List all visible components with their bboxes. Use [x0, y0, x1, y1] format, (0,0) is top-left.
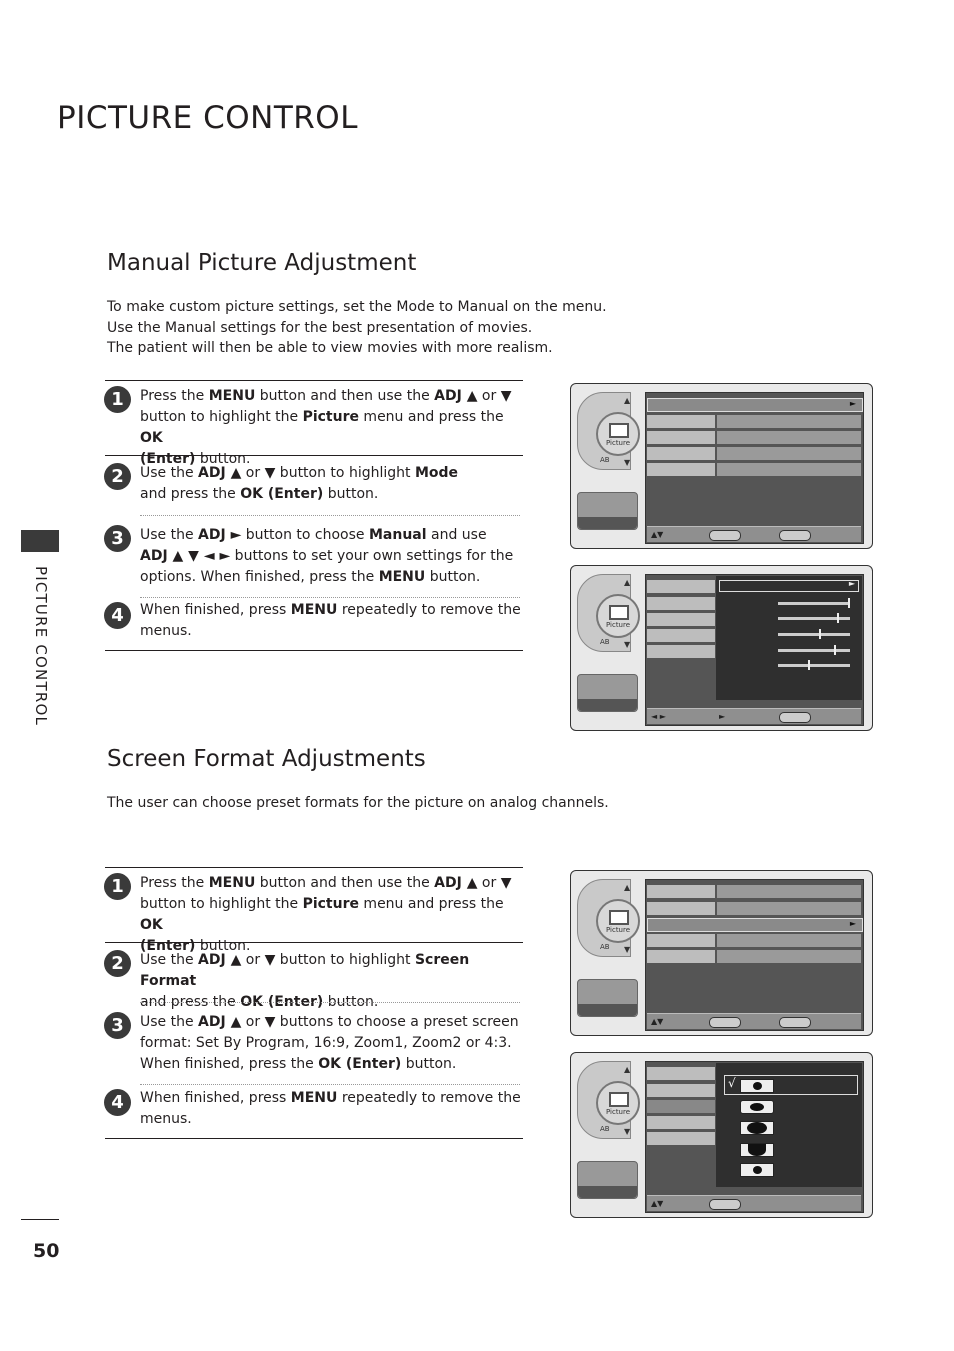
menu-row-label: [647, 885, 715, 898]
step-line: [140, 873, 530, 894]
step-line: [140, 621, 530, 642]
manual-intro-line: Use the Manual settings for the best presentation of movies.: [107, 319, 533, 336]
dotted-divider: [140, 1084, 520, 1085]
step-line: [140, 1033, 530, 1054]
osd-screen: [645, 879, 864, 1031]
format-step-4: [140, 1088, 530, 1130]
manual-step-4: [140, 600, 530, 642]
step-number: 1: [104, 873, 131, 900]
menu-row-label: [647, 1116, 715, 1129]
menu-row-label: [647, 597, 715, 610]
step-keyword: ADJ ►: [198, 527, 242, 543]
menu-row-value: [717, 950, 861, 963]
osd-nav-bar: [647, 1013, 861, 1029]
step-keyword: OK (Enter): [240, 994, 324, 1010]
menu-row-value: [717, 415, 861, 428]
setting-slider: [778, 664, 850, 667]
format-set-by-program-icon: [740, 1079, 774, 1093]
arrow-right-icon: ►: [849, 919, 856, 928]
step-keyword: Picture: [302, 409, 359, 425]
osd-nav-bar: [647, 526, 861, 542]
menu-row-label: [647, 415, 715, 428]
step-keyword: MENU: [208, 388, 256, 404]
arrow-down-icon: ▼: [624, 945, 631, 954]
step-text: button.: [425, 569, 481, 585]
menu-button-box: [577, 979, 638, 1017]
step-keyword: MENU: [290, 602, 338, 618]
osd-screen: [645, 392, 864, 544]
step-text: Press the: [140, 875, 209, 891]
step-text: button.: [195, 451, 251, 467]
step-keyword: OK (Enter): [318, 1056, 402, 1072]
settings-panel: [716, 576, 862, 700]
step-text: and use: [426, 527, 487, 543]
step-text: repeatedly to remove the: [337, 602, 521, 618]
step-line: [140, 567, 530, 588]
step-text: format: Set By Program, 16:9, Zoom1, Zoom2 or 4:3.: [140, 1035, 512, 1051]
step-number: 3: [104, 1012, 131, 1039]
menu-button-box: [577, 492, 638, 530]
step-text: button.: [323, 486, 379, 502]
menu-row-label: [647, 629, 715, 642]
osd-screenshot-picture-menu: [570, 383, 873, 549]
step-text: When finished, press: [140, 602, 291, 618]
step-line: [140, 894, 530, 936]
mode-row: [719, 580, 859, 592]
menu-row-label: [647, 1132, 715, 1145]
menu-row-selected: [647, 398, 863, 412]
format-step-1: [140, 873, 530, 957]
side-tab-marker: [21, 530, 59, 552]
manual-step-3: [140, 525, 530, 588]
step-keyword: Picture: [302, 896, 359, 912]
step-keyword: ▼: [500, 875, 512, 891]
step-text: button and then use the: [255, 875, 435, 891]
menu-row-label: [647, 950, 715, 963]
step-text: When finished, press the: [140, 1056, 319, 1072]
step-text: button to highlight the: [140, 896, 303, 912]
screen-format-intro: The user can choose preset formats for the picture on analog channels.: [107, 795, 609, 811]
step-line: [140, 407, 530, 449]
step-keyword: ▼: [500, 388, 512, 404]
menu-button-box: [577, 1161, 638, 1199]
slider-knob: [808, 660, 810, 670]
step-line: [140, 546, 530, 567]
step-text: button.: [323, 994, 379, 1010]
step-line: [140, 463, 530, 484]
step-keyword: ADJ ▲: [434, 875, 478, 891]
osd-nav-bar: [647, 708, 861, 724]
step-text: button.: [401, 1056, 457, 1072]
step-text: menu and press the: [358, 896, 504, 912]
divider: [105, 942, 523, 943]
arrow-up-icon: ▲: [624, 883, 631, 892]
divider: [105, 455, 523, 456]
setting-slider: [778, 602, 850, 605]
manual-step-1: [140, 386, 530, 470]
step-number: 2: [104, 463, 131, 490]
menu-row-label: [647, 447, 715, 460]
step-text: Use the: [140, 952, 199, 968]
step-text: Use the: [140, 1014, 199, 1030]
step-keyword: OK: [140, 917, 163, 933]
step-keyword: ADJ ▲: [198, 465, 242, 481]
step-keyword: ADJ ▲: [198, 952, 242, 968]
format-step-3: [140, 1012, 530, 1075]
format-step-2: [140, 950, 530, 1013]
step-text: menu and press the: [358, 409, 504, 425]
step-line: [140, 386, 530, 407]
picture-icon: Picture: [596, 412, 640, 456]
step-text: menus.: [140, 623, 192, 639]
step-keyword: Screen Format: [140, 952, 470, 989]
step-keyword: Mode: [414, 465, 459, 481]
format-4-3-icon: [740, 1163, 774, 1177]
ab-label: AB: [600, 1125, 610, 1133]
manual-intro-line: To make custom picture settings, set the Mode to Manual on the menu.: [107, 299, 607, 315]
step-line: [140, 1088, 530, 1109]
step-keyword: MENU: [290, 1090, 338, 1106]
dotted-divider: [140, 1002, 520, 1003]
step-text: or: [477, 875, 501, 891]
menu-row-label: [647, 613, 715, 626]
slider-knob: [819, 629, 821, 639]
step-text: button to highlight: [275, 465, 415, 481]
step-number: 2: [104, 950, 131, 977]
step-line: [140, 1012, 530, 1033]
step-text: Use the: [140, 527, 199, 543]
step-text: button to highlight: [275, 952, 415, 968]
menu-row-value: [717, 902, 861, 915]
osd-screenshot-manual-settings: [570, 565, 873, 731]
osd-screen: [645, 1061, 864, 1213]
page-title: PICTURE CONTROL: [57, 100, 358, 136]
osd-nav-bar: [647, 1195, 861, 1211]
step-keyword: ADJ ▲: [434, 388, 478, 404]
step-text: button.: [195, 938, 251, 954]
format-16-9-icon: [740, 1100, 774, 1114]
osd-pill: [709, 530, 741, 541]
step-text: or: [241, 952, 265, 968]
side-section-label: PICTURE CONTROL: [32, 566, 50, 727]
osd-pill: [779, 1017, 811, 1028]
menu-row-label: [647, 934, 715, 947]
manual-section-title: Manual Picture Adjustment: [107, 250, 417, 276]
picture-icon: Picture: [596, 899, 640, 943]
menu-button-box: [577, 674, 638, 712]
menu-row-label: [647, 1084, 715, 1097]
arrow-right-icon: ►: [848, 579, 855, 588]
osd-pill: [709, 1017, 741, 1028]
step-text: button to choose: [241, 527, 369, 543]
step-number: 4: [104, 602, 131, 629]
divider: [105, 650, 523, 651]
dotted-divider: [140, 515, 520, 516]
step-keyword: OK: [140, 430, 163, 446]
step-line: [140, 1109, 530, 1130]
menu-row-label: [647, 1100, 715, 1113]
arrow-up-icon: ▲: [624, 578, 631, 587]
step-keyword: ▼: [264, 1014, 276, 1030]
step-keyword: ▼: [264, 465, 276, 481]
osd-pill: [779, 530, 811, 541]
step-keyword: OK (Enter): [240, 486, 324, 502]
ab-label: AB: [600, 456, 610, 464]
dotted-divider: [140, 597, 520, 598]
step-text: or: [241, 465, 265, 481]
step-text: When finished, press: [140, 1090, 291, 1106]
menu-row-value: [717, 463, 861, 476]
slider-knob: [848, 598, 850, 608]
slider-knob: [834, 645, 836, 655]
step-number: 1: [104, 386, 131, 413]
menu-row-label: [647, 431, 715, 444]
menu-row-value: [717, 447, 861, 460]
picture-icon: Picture: [596, 594, 640, 638]
step-text: button and then use the: [255, 388, 435, 404]
step-text: and press the: [140, 994, 241, 1010]
step-keyword: (Enter): [140, 938, 196, 954]
arrow-down-icon: ▼: [624, 458, 631, 467]
page-number: 50: [33, 1240, 60, 1262]
setting-slider: [778, 633, 850, 636]
osd-pill: [779, 712, 811, 723]
step-number: 3: [104, 525, 131, 552]
osd-pill: [709, 1199, 741, 1210]
format-zoom2-icon: [740, 1143, 774, 1157]
step-text: buttons to choose a preset screen: [275, 1014, 519, 1030]
manual-intro-line: The patient will then be able to view movies with more realism.: [107, 340, 553, 356]
arrow-up-icon: ▲: [624, 396, 631, 405]
arrow-up-icon: ▲: [624, 1065, 631, 1074]
menu-row-label: [647, 645, 715, 658]
divider: [105, 1138, 523, 1139]
leftright-icon: ◄ ►: [651, 712, 666, 721]
divider: [105, 380, 523, 381]
arrow-right-icon: ►: [849, 399, 856, 408]
format-options-panel: [716, 1063, 862, 1187]
step-line: [140, 525, 530, 546]
arrow-down-icon: ▼: [624, 640, 631, 649]
step-text: button to highlight the: [140, 409, 303, 425]
step-line: [140, 1054, 530, 1075]
menu-row-label: [647, 902, 715, 915]
step-text: buttons to set your own settings for the: [230, 548, 514, 564]
page-number-rule: [21, 1219, 59, 1220]
step-text: menus.: [140, 1111, 192, 1127]
slider-knob: [837, 613, 839, 623]
menu-row-label: [647, 1067, 715, 1080]
step-keyword: Manual: [368, 527, 427, 543]
menu-row-label: [647, 463, 715, 476]
divider: [105, 867, 523, 868]
menu-row-selected: [647, 918, 863, 932]
step-keyword: MENU: [208, 875, 256, 891]
step-keyword: MENU: [378, 569, 426, 585]
step-text: and press the: [140, 486, 241, 502]
step-text: Press the: [140, 388, 209, 404]
arrow-down-icon: ▼: [624, 1127, 631, 1136]
updown-icon: ▲▼: [651, 1199, 664, 1208]
menu-row-label: [647, 580, 715, 593]
step-text: or: [241, 1014, 265, 1030]
step-keyword: ▼: [264, 952, 276, 968]
osd-screen: [645, 574, 864, 726]
setting-slider: [778, 617, 850, 620]
step-text: repeatedly to remove the: [337, 1090, 521, 1106]
setting-slider: [778, 649, 850, 652]
step-line: [140, 600, 530, 621]
step-line: [140, 484, 530, 505]
menu-row-value: [717, 431, 861, 444]
picture-icon: Picture: [596, 1081, 640, 1125]
ab-label: AB: [600, 638, 610, 646]
screen-format-section-title: Screen Format Adjustments: [107, 746, 426, 772]
step-line: [140, 950, 530, 992]
arrow-right-icon: ►: [719, 712, 726, 721]
menu-row-value: [717, 885, 861, 898]
osd-screenshot-screen-format-menu: [570, 870, 873, 1036]
step-keyword: ADJ ▲: [198, 1014, 242, 1030]
step-text: Use the: [140, 465, 199, 481]
step-keyword: ADJ ▲ ▼ ◄ ►: [140, 548, 231, 564]
step-keyword: (Enter): [140, 451, 196, 467]
osd-screenshot-format-options: [570, 1052, 873, 1218]
step-text: or: [477, 388, 501, 404]
updown-icon: ▲▼: [651, 530, 664, 539]
checkmark-icon: √: [728, 1076, 736, 1090]
format-zoom1-icon: [740, 1121, 774, 1135]
step-text: options. When finished, press the: [140, 569, 379, 585]
menu-row-value: [717, 934, 861, 947]
manual-step-2: [140, 463, 530, 505]
manual-intro: [107, 297, 607, 359]
ab-label: AB: [600, 943, 610, 951]
updown-icon: ▲▼: [651, 1017, 664, 1026]
step-number: 4: [104, 1089, 131, 1116]
